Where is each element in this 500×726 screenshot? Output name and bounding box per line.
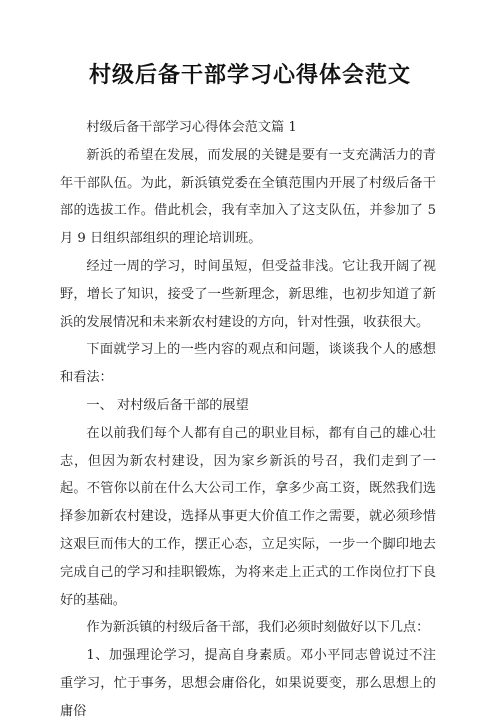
- section-subheading: 一、 对村级后备干部的展望: [86, 397, 249, 413]
- paragraph: 经过一周的学习，时间虽短，但受益非浅。它让我开阔了视野，增长了知识，接受了一些新理念，新思维，也初步知道了新浜的发展情况和未来新农村建设的方向，针对性强，收获很大。: [60, 258, 436, 330]
- paragraph: 下面就学习上的一些内容的观点和问题，谈谈我个人的感想和看法：: [60, 342, 436, 386]
- document-body: [60, 114, 436, 726]
- document-title: 村级后备干部学习心得体会范文: [88, 62, 411, 88]
- paragraph: 1、加强理论学习，提高自身素质。邓小平同志曾说过不注重学习，忙于事务，思想会庸俗化，如果说要变，那么思想上的庸俗: [60, 648, 436, 719]
- paragraph: 作为新浜镇的村级后备干部，我们必须时刻做好以下几点：: [86, 620, 430, 636]
- paragraph: 在以前我们每个人都有自己的职业目标，都有自己的雄心壮志，但因为新农村建设，因为家乡新浜的号召，我们走到了一起。不管你以前在什么大公司工作，拿多少高工资，既然我们选择参加新农村建设，选择从事更大价值工作之需要，就必须珍惜这艰巨而伟大的工作，摆正心态，立足实际，一步一个脚印地去完成自己的学习和挂职锻炼，为将来走上正式的工作岗位打下良好的基础。: [60, 425, 436, 608]
- section-heading: 村级后备干部学习心得体会范文篇 1: [86, 120, 297, 135]
- paragraph: 新浜的希望在发展，而发展的关键是要有一支充满活力的青年干部队伍。为此，新浜镇党委在全镇范围内开展了村级后备干部的选拔工作。借此机会，我有幸加入了这支队伍，并参加了 5 月 9 日组织部组织的理论培训班。: [60, 147, 436, 247]
